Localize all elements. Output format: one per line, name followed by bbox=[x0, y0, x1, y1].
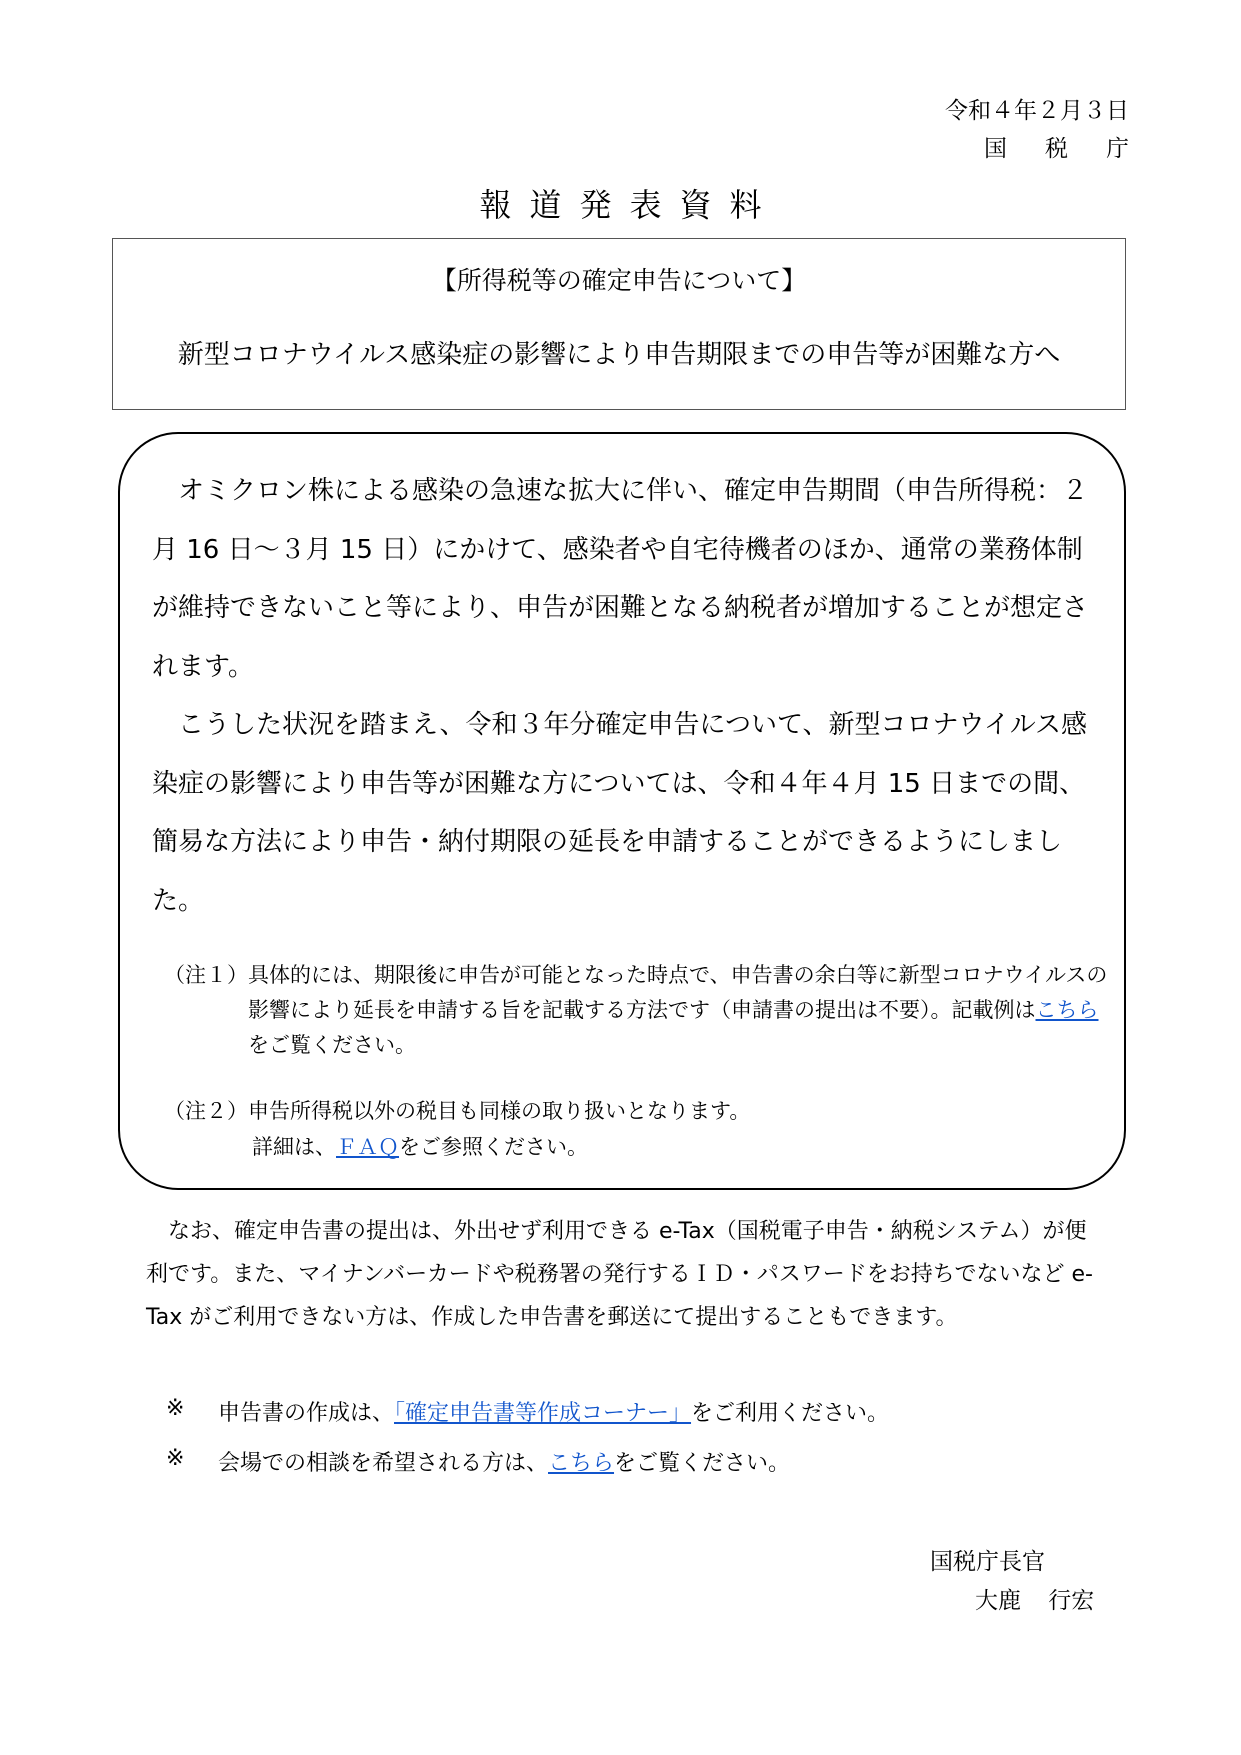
reference-text-start: 会場での相談を希望される方は、 bbox=[218, 1451, 549, 1476]
consultation-link[interactable]: こちら bbox=[548, 1451, 615, 1476]
example-link[interactable]: こちら bbox=[1035, 998, 1099, 1022]
creation-corner-link[interactable]: 「確定申告書等作成コーナー」 bbox=[394, 1401, 692, 1426]
note-2-text: 詳細は、 bbox=[252, 1135, 336, 1159]
summary-subtitle: 【所得税等の確定申告について】 bbox=[431, 266, 807, 295]
faq-link[interactable]: ＦＡＱ bbox=[336, 1135, 399, 1159]
agency-name: 国税庁 bbox=[984, 136, 1167, 162]
reference-text-end: をご利用ください。 bbox=[691, 1401, 890, 1426]
note-1-text: 具体的には、期限後に申告が可能となった時点で、申告書の余白等に新型コロナウイルスの影響により延長を申請する旨を記載する方法です（申請書の提出は不要）。記載例は bbox=[248, 963, 1108, 1022]
reference-text bbox=[218, 1446, 790, 1477]
reference-mark: ※ bbox=[166, 1446, 185, 1471]
reference-text-end: をご覧ください。 bbox=[614, 1451, 791, 1476]
note-2-text-end: をご参照ください。 bbox=[399, 1135, 588, 1159]
note-1-text-end: をご覧ください。 bbox=[248, 1033, 416, 1057]
note-2-label: （注２） bbox=[164, 1099, 248, 1123]
note-1-body bbox=[248, 958, 1108, 1063]
document-title: 報道発表資料 bbox=[479, 186, 780, 224]
summary-box bbox=[112, 238, 1126, 410]
reference-text-start: 申告書の作成は、 bbox=[218, 1401, 395, 1426]
notice-paragraph-2: こうした状況を踏まえ、令和３年分確定申告について、新型コロナウイルス感染症の影響により申告等が困難な方については、令和４年４月 15 日までの間、簡易な方法により申告・納付期限の延長を申請することができるようにしました。 bbox=[152, 710, 1087, 916]
reference-text bbox=[218, 1396, 889, 1427]
note-2-line-2 bbox=[252, 1130, 1112, 1165]
etax-paragraph: なお、確定申告書の提出は、外出せず利用できる e-Tax（国税電子申告・納税システム）が便利です。また、マイナンバーカードや税務署の発行するＩＤ・パスワードをお持ちでないなど e-Tax がご利用できない方は、作成した申告書を郵送にて提出することもできます。 bbox=[146, 1219, 1093, 1330]
reference-mark: ※ bbox=[166, 1396, 185, 1421]
signatory-title: 国税庁長官 bbox=[930, 1549, 1045, 1575]
summary-headline: 新型コロナウイルス感染症の影響により申告期限までの申告等が困難な方へ bbox=[177, 340, 1061, 370]
release-date: 令和４年２月３日 bbox=[945, 98, 1129, 124]
note-2-line-1: 申告所得税以外の税目も同様の取り扱いとなります。 bbox=[248, 1099, 751, 1123]
notice-paragraph-1: オミクロン株による感染の急速な拡大に伴い、確定申告期間（申告所得税：２月 16 日～３月 15 日）にかけて、感染者や自宅待機者のほか、通常の業務体制が維持できないこと等により、申告が困難となる納税者が増加することが想定されます。 bbox=[152, 476, 1089, 682]
signatory-name: 大鹿 行宏 bbox=[975, 1588, 1095, 1614]
note-1-label: （注１） bbox=[164, 963, 248, 987]
